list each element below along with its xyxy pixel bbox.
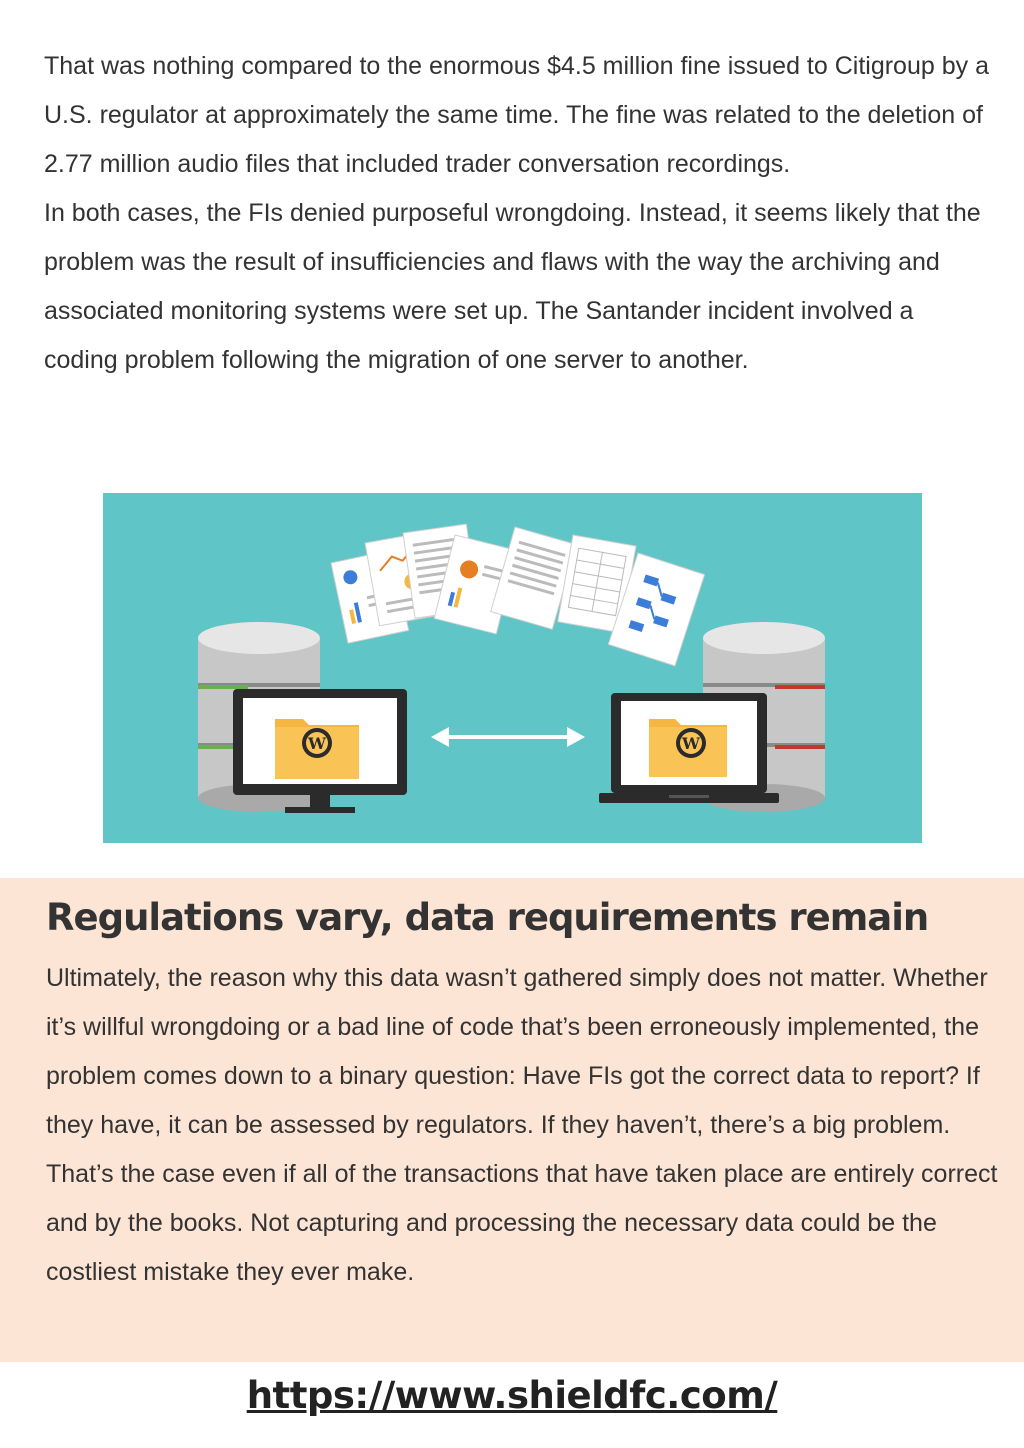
intro-paragraph-2: In both cases, the FIs denied purposeful wrongdoing. Instead, it seems likely that the problem was the result of insufficiencies and flaws with the way the archiving and associated monitoring systems were set up. The Santander incident involved a coding problem following the migration of one server to another. <box>44 199 981 374</box>
wordpress-logo <box>676 728 706 758</box>
section-body <box>46 954 1006 1297</box>
intro-text <box>44 42 994 385</box>
section-paragraph-2: That’s the case even if all of the transactions that have taken place are entirely correct and by the books. Not capturing and processing the necessary data could be the costliest mistake they ever make. <box>46 1160 998 1286</box>
svg-text:W: W <box>682 734 700 753</box>
wordpress-logo <box>302 728 332 758</box>
regulations-section <box>0 878 1024 1362</box>
section-heading: Regulations vary, data requirements remain <box>46 896 929 939</box>
intro-paragraph-1: That was nothing compared to the enormous $4.5 million fine issued to Citigroup by a U.S. regulator at approximately the same time. The fine was related to the deletion of 2.77 million audio files that included trader conversation recordings. <box>44 52 989 178</box>
svg-text:W: W <box>308 734 326 753</box>
migration-graphic <box>103 493 922 843</box>
website-link[interactable]: https://www.shieldfc.com/ <box>246 1374 778 1417</box>
section-paragraph-1: Ultimately, the reason why this data wasn’t gathered simply does not matter. Whether it’s willful wrongdoing or a bad line of code that’s been erroneously implemented, the problem comes down to a binary question: Have FIs got the correct data to report? If they have, it can be assessed by regulators. If they haven’t, there’s a big problem. <box>46 964 988 1139</box>
double-arrow-icon <box>431 727 585 747</box>
data-migration-illustration <box>103 493 922 843</box>
